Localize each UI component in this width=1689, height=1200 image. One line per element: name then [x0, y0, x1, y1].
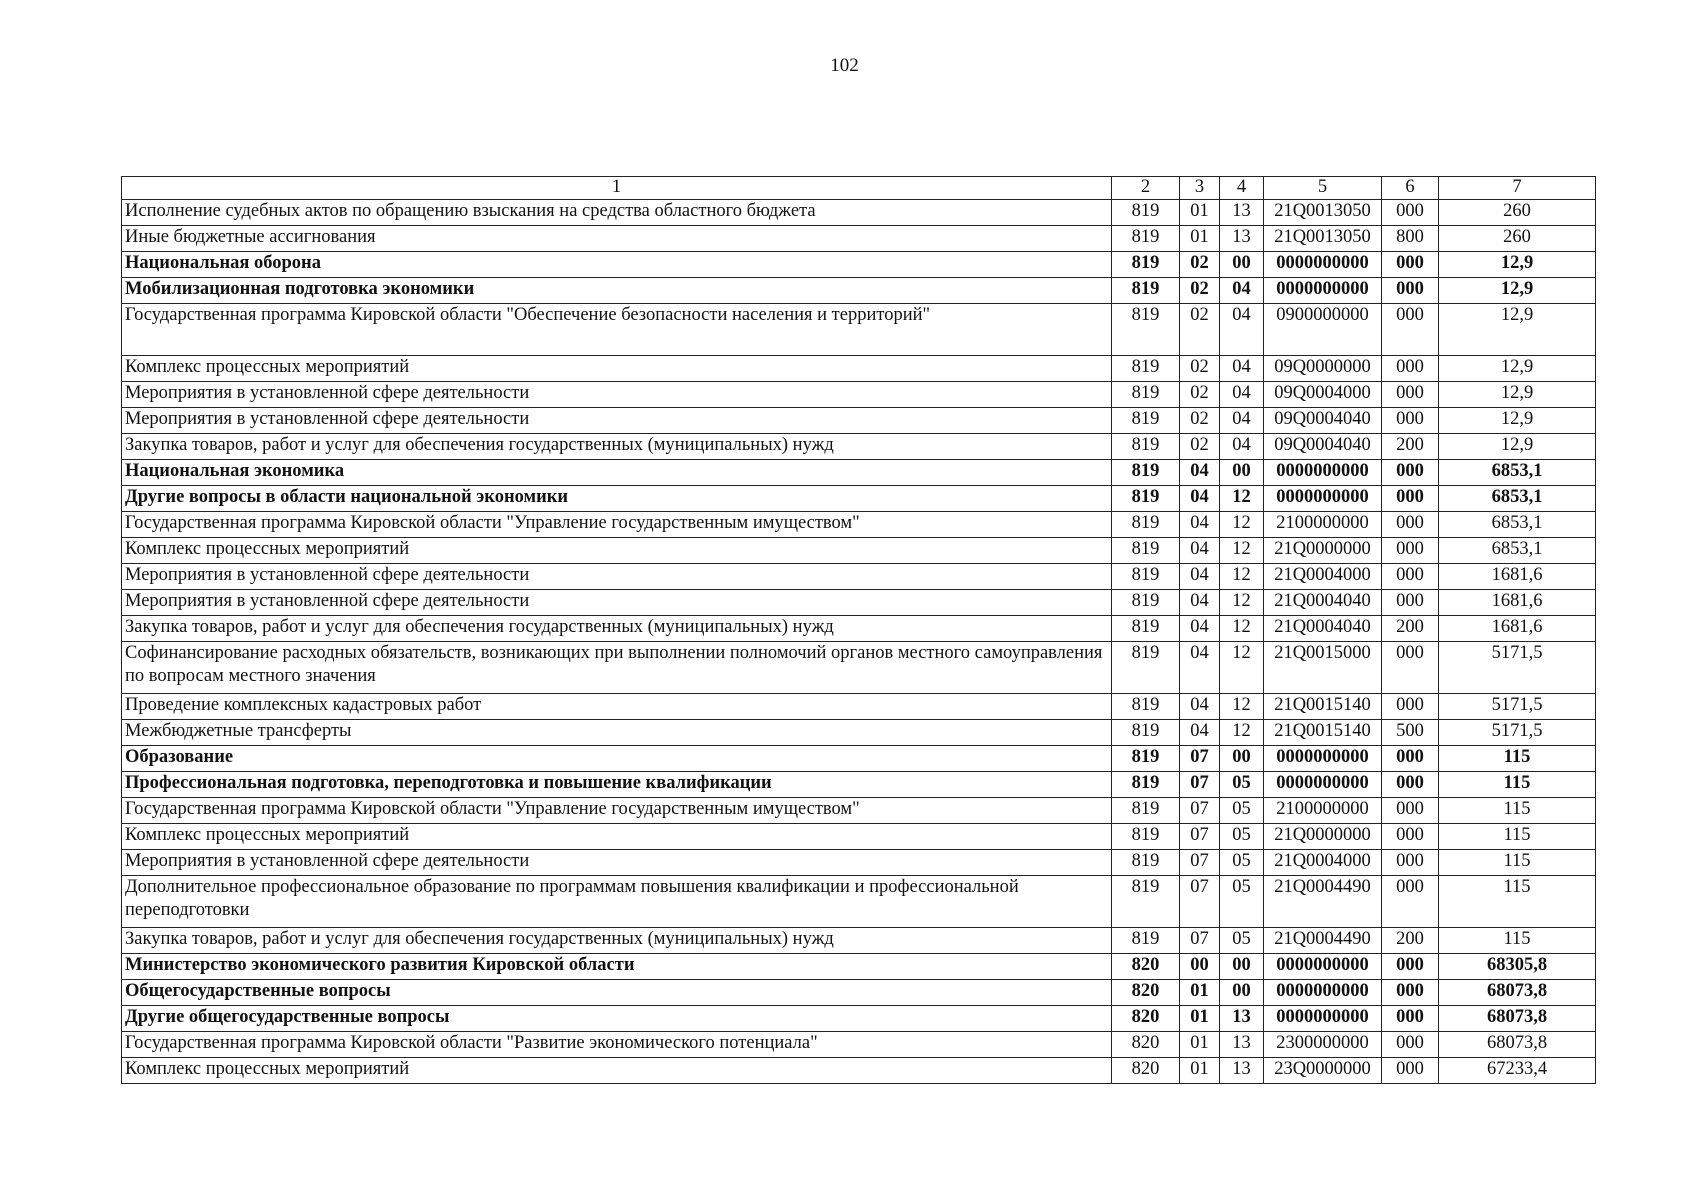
table-row [122, 798, 1596, 824]
subsection-code-cell: 13 [1220, 226, 1264, 252]
table-row [122, 980, 1596, 1006]
amount-cell: 6853,1 [1439, 512, 1596, 538]
subsection-code-cell: 13 [1220, 200, 1264, 226]
target-article-cell: 09Q0004000 [1264, 382, 1382, 408]
table-row [122, 746, 1596, 772]
expense-type-cell: 000 [1382, 798, 1439, 824]
row-name-cell: Государственная программа Кировской области "Управление государственным имуществом" [122, 512, 1112, 538]
expense-type-cell: 200 [1382, 434, 1439, 460]
column-header-amount: 7 [1439, 177, 1596, 200]
subsection-code-cell: 12 [1220, 590, 1264, 616]
table-row [122, 1032, 1596, 1058]
amount-cell: 115 [1439, 746, 1596, 772]
amount-cell: 12,9 [1439, 304, 1596, 356]
table-row [122, 876, 1596, 928]
expense-type-cell: 000 [1382, 200, 1439, 226]
ministry-code-cell: 819 [1112, 512, 1180, 538]
amount-cell: 1681,6 [1439, 564, 1596, 590]
page-number: 102 [830, 55, 859, 76]
subsection-code-cell: 00 [1220, 746, 1264, 772]
expense-type-cell: 000 [1382, 980, 1439, 1006]
table-row [122, 694, 1596, 720]
expense-type-cell: 000 [1382, 1032, 1439, 1058]
ministry-code-cell: 819 [1112, 824, 1180, 850]
table-row [122, 772, 1596, 798]
subsection-code-cell: 04 [1220, 356, 1264, 382]
subsection-code-cell: 12 [1220, 694, 1264, 720]
target-article-cell: 21Q0000000 [1264, 538, 1382, 564]
section-code-cell: 01 [1180, 1006, 1220, 1032]
amount-cell: 6853,1 [1439, 486, 1596, 512]
ministry-code-cell: 819 [1112, 226, 1180, 252]
header-row [122, 177, 1596, 200]
row-name-cell: Национальная экономика [122, 460, 1112, 486]
column-header-expense-type: 6 [1382, 177, 1439, 200]
budget-table [121, 176, 1596, 1084]
amount-cell: 67233,4 [1439, 1058, 1596, 1084]
amount-cell: 115 [1439, 824, 1596, 850]
target-article-cell: 21Q0004490 [1264, 928, 1382, 954]
subsection-code-cell: 12 [1220, 538, 1264, 564]
ministry-code-cell: 820 [1112, 954, 1180, 980]
section-code-cell: 02 [1180, 278, 1220, 304]
table-row [122, 226, 1596, 252]
expense-type-cell: 000 [1382, 512, 1439, 538]
row-name-cell: Государственная программа Кировской области "Обеспечение безопасности населения и территорий" [122, 304, 1112, 356]
row-name-cell: Мобилизационная подготовка экономики [122, 278, 1112, 304]
section-code-cell: 04 [1180, 564, 1220, 590]
subsection-code-cell: 05 [1220, 850, 1264, 876]
row-name-cell: Национальная оборона [122, 252, 1112, 278]
ministry-code-cell: 819 [1112, 694, 1180, 720]
expense-type-cell: 800 [1382, 226, 1439, 252]
section-code-cell: 07 [1180, 850, 1220, 876]
section-code-cell: 04 [1180, 460, 1220, 486]
section-code-cell: 04 [1180, 512, 1220, 538]
row-name-cell: Комплекс процессных мероприятий [122, 538, 1112, 564]
row-name-cell: Мероприятия в установленной сфере деятельности [122, 850, 1112, 876]
table-row [122, 642, 1596, 694]
ministry-code-cell: 819 [1112, 304, 1180, 356]
table-row [122, 590, 1596, 616]
expense-type-cell: 000 [1382, 590, 1439, 616]
ministry-code-cell: 819 [1112, 538, 1180, 564]
expense-type-cell: 200 [1382, 616, 1439, 642]
section-code-cell: 02 [1180, 304, 1220, 356]
section-code-cell: 01 [1180, 200, 1220, 226]
section-code-cell: 02 [1180, 252, 1220, 278]
target-article-cell: 0000000000 [1264, 746, 1382, 772]
target-article-cell: 0000000000 [1264, 252, 1382, 278]
expense-type-cell: 000 [1382, 408, 1439, 434]
row-name-cell: Министерство экономического развития Кировской области [122, 954, 1112, 980]
row-name-cell: Мероприятия в установленной сфере деятельности [122, 382, 1112, 408]
ministry-code-cell: 819 [1112, 278, 1180, 304]
section-code-cell: 04 [1180, 616, 1220, 642]
row-name-cell: Государственная программа Кировской области "Управление государственным имуществом" [122, 798, 1112, 824]
target-article-cell: 0000000000 [1264, 980, 1382, 1006]
row-name-cell: Исполнение судебных актов по обращению взыскания на средства областного бюджета [122, 200, 1112, 226]
subsection-code-cell: 13 [1220, 1032, 1264, 1058]
amount-cell: 5171,5 [1439, 720, 1596, 746]
ministry-code-cell: 819 [1112, 434, 1180, 460]
subsection-code-cell: 04 [1220, 434, 1264, 460]
amount-cell: 12,9 [1439, 252, 1596, 278]
section-code-cell: 07 [1180, 928, 1220, 954]
ministry-code-cell: 819 [1112, 356, 1180, 382]
table-row [122, 538, 1596, 564]
row-name-cell: Комплекс процессных мероприятий [122, 1058, 1112, 1084]
amount-cell: 260 [1439, 226, 1596, 252]
table-row [122, 200, 1596, 226]
target-article-cell: 21Q0015000 [1264, 642, 1382, 694]
subsection-code-cell: 00 [1220, 252, 1264, 278]
section-code-cell: 07 [1180, 746, 1220, 772]
amount-cell: 115 [1439, 928, 1596, 954]
target-article-cell: 0000000000 [1264, 486, 1382, 512]
subsection-code-cell: 04 [1220, 408, 1264, 434]
amount-cell: 12,9 [1439, 434, 1596, 460]
expense-type-cell: 000 [1382, 1006, 1439, 1032]
target-article-cell: 21Q0004040 [1264, 616, 1382, 642]
row-name-cell: Общегосударственные вопросы [122, 980, 1112, 1006]
section-code-cell: 07 [1180, 798, 1220, 824]
table-row [122, 408, 1596, 434]
section-code-cell: 02 [1180, 434, 1220, 460]
target-article-cell: 21Q0004040 [1264, 590, 1382, 616]
ministry-code-cell: 819 [1112, 642, 1180, 694]
subsection-code-cell: 00 [1220, 954, 1264, 980]
expense-type-cell: 000 [1382, 460, 1439, 486]
expense-type-cell: 000 [1382, 304, 1439, 356]
ministry-code-cell: 819 [1112, 460, 1180, 486]
expense-type-cell: 500 [1382, 720, 1439, 746]
row-name-cell: Мероприятия в установленной сфере деятельности [122, 564, 1112, 590]
ministry-code-cell: 819 [1112, 564, 1180, 590]
amount-cell: 6853,1 [1439, 460, 1596, 486]
ministry-code-cell: 819 [1112, 720, 1180, 746]
section-code-cell: 07 [1180, 772, 1220, 798]
row-name-cell: Закупка товаров, работ и услуг для обеспечения государственных (муниципальных) нужд [122, 616, 1112, 642]
row-name-cell: Закупка товаров, работ и услуг для обеспечения государственных (муниципальных) нужд [122, 928, 1112, 954]
expense-type-cell: 000 [1382, 356, 1439, 382]
ministry-code-cell: 820 [1112, 1032, 1180, 1058]
row-name-cell: Другие общегосударственные вопросы [122, 1006, 1112, 1032]
amount-cell: 1681,6 [1439, 616, 1596, 642]
section-code-cell: 04 [1180, 590, 1220, 616]
section-code-cell: 04 [1180, 642, 1220, 694]
section-code-cell: 01 [1180, 1032, 1220, 1058]
ministry-code-cell: 819 [1112, 616, 1180, 642]
section-code-cell: 04 [1180, 538, 1220, 564]
target-article-cell: 09Q0004040 [1264, 434, 1382, 460]
column-header-target-article: 5 [1264, 177, 1382, 200]
row-name-cell: Проведение комплексных кадастровых работ [122, 694, 1112, 720]
target-article-cell: 21Q0004000 [1264, 850, 1382, 876]
subsection-code-cell: 12 [1220, 616, 1264, 642]
row-name-cell: Иные бюджетные ассигнования [122, 226, 1112, 252]
section-code-cell: 01 [1180, 226, 1220, 252]
table-row [122, 460, 1596, 486]
amount-cell: 5171,5 [1439, 694, 1596, 720]
target-article-cell: 0000000000 [1264, 278, 1382, 304]
ministry-code-cell: 819 [1112, 850, 1180, 876]
subsection-code-cell: 00 [1220, 980, 1264, 1006]
target-article-cell: 09Q0004040 [1264, 408, 1382, 434]
section-code-cell: 04 [1180, 694, 1220, 720]
subsection-code-cell: 05 [1220, 876, 1264, 928]
amount-cell: 115 [1439, 850, 1596, 876]
expense-type-cell: 000 [1382, 382, 1439, 408]
row-name-cell: Софинансирование расходных обязательств, возникающих при выполнении полномочий органов местного самоуправления по вопросам местного значения [122, 642, 1112, 694]
amount-cell: 115 [1439, 798, 1596, 824]
table-row [122, 434, 1596, 460]
section-code-cell: 02 [1180, 356, 1220, 382]
table-row [122, 824, 1596, 850]
row-name-cell: Комплекс процессных мероприятий [122, 356, 1112, 382]
section-code-cell: 07 [1180, 876, 1220, 928]
table-row [122, 720, 1596, 746]
ministry-code-cell: 819 [1112, 928, 1180, 954]
ministry-code-cell: 820 [1112, 1058, 1180, 1084]
subsection-code-cell: 05 [1220, 824, 1264, 850]
table-row [122, 850, 1596, 876]
subsection-code-cell: 05 [1220, 928, 1264, 954]
target-article-cell: 21Q0015140 [1264, 720, 1382, 746]
row-name-cell: Дополнительное профессиональное образование по программам повышения квалификации и профессиональной переподготовки [122, 876, 1112, 928]
section-code-cell: 04 [1180, 720, 1220, 746]
target-article-cell: 0000000000 [1264, 954, 1382, 980]
expense-type-cell: 000 [1382, 824, 1439, 850]
row-name-cell: Профессиональная подготовка, переподготовка и повышение квалификации [122, 772, 1112, 798]
amount-cell: 12,9 [1439, 356, 1596, 382]
table-row [122, 616, 1596, 642]
subsection-code-cell: 00 [1220, 460, 1264, 486]
row-name-cell: Другие вопросы в области национальной экономики [122, 486, 1112, 512]
subsection-code-cell: 04 [1220, 382, 1264, 408]
subsection-code-cell: 13 [1220, 1006, 1264, 1032]
ministry-code-cell: 819 [1112, 798, 1180, 824]
amount-cell: 115 [1439, 772, 1596, 798]
ministry-code-cell: 819 [1112, 408, 1180, 434]
column-header-name: 1 [122, 177, 1112, 200]
table-row [122, 928, 1596, 954]
subsection-code-cell: 04 [1220, 278, 1264, 304]
target-article-cell: 0000000000 [1264, 772, 1382, 798]
section-code-cell: 02 [1180, 382, 1220, 408]
row-name-cell: Образование [122, 746, 1112, 772]
expense-type-cell: 000 [1382, 876, 1439, 928]
amount-cell: 68073,8 [1439, 1032, 1596, 1058]
target-article-cell: 0900000000 [1264, 304, 1382, 356]
section-code-cell: 04 [1180, 486, 1220, 512]
expense-type-cell: 000 [1382, 486, 1439, 512]
target-article-cell: 21Q0004000 [1264, 564, 1382, 590]
target-article-cell: 23Q0000000 [1264, 1058, 1382, 1084]
ministry-code-cell: 819 [1112, 876, 1180, 928]
row-name-cell: Комплекс процессных мероприятий [122, 824, 1112, 850]
row-name-cell: Мероприятия в установленной сфере деятельности [122, 408, 1112, 434]
expense-type-cell: 000 [1382, 642, 1439, 694]
target-article-cell: 21Q0013050 [1264, 200, 1382, 226]
expense-type-cell: 000 [1382, 746, 1439, 772]
table-row [122, 1006, 1596, 1032]
row-name-cell: Закупка товаров, работ и услуг для обеспечения государственных (муниципальных) нужд [122, 434, 1112, 460]
ministry-code-cell: 820 [1112, 980, 1180, 1006]
ministry-code-cell: 819 [1112, 772, 1180, 798]
expense-type-cell: 000 [1382, 278, 1439, 304]
ministry-code-cell: 819 [1112, 252, 1180, 278]
target-article-cell: 21Q0000000 [1264, 824, 1382, 850]
section-code-cell: 01 [1180, 980, 1220, 1006]
row-name-cell: Мероприятия в установленной сфере деятельности [122, 590, 1112, 616]
table-row [122, 1058, 1596, 1084]
expense-type-cell: 000 [1382, 772, 1439, 798]
expense-type-cell: 200 [1382, 928, 1439, 954]
target-article-cell: 0000000000 [1264, 460, 1382, 486]
expense-type-cell: 000 [1382, 1058, 1439, 1084]
target-article-cell: 21Q0013050 [1264, 226, 1382, 252]
row-name-cell: Государственная программа Кировской области "Развитие экономического потенциала" [122, 1032, 1112, 1058]
expense-type-cell: 000 [1382, 850, 1439, 876]
amount-cell: 115 [1439, 876, 1596, 928]
subsection-code-cell: 12 [1220, 642, 1264, 694]
table-row [122, 954, 1596, 980]
subsection-code-cell: 05 [1220, 772, 1264, 798]
table-row [122, 252, 1596, 278]
subsection-code-cell: 12 [1220, 720, 1264, 746]
column-header-section: 3 [1180, 177, 1220, 200]
column-header-subsection: 4 [1220, 177, 1264, 200]
amount-cell: 12,9 [1439, 382, 1596, 408]
column-header-ministry: 2 [1112, 177, 1180, 200]
subsection-code-cell: 12 [1220, 512, 1264, 538]
ministry-code-cell: 820 [1112, 1006, 1180, 1032]
amount-cell: 6853,1 [1439, 538, 1596, 564]
amount-cell: 260 [1439, 200, 1596, 226]
ministry-code-cell: 819 [1112, 382, 1180, 408]
target-article-cell: 2100000000 [1264, 512, 1382, 538]
amount-cell: 12,9 [1439, 278, 1596, 304]
subsection-code-cell: 13 [1220, 1058, 1264, 1084]
table-row [122, 382, 1596, 408]
ministry-code-cell: 819 [1112, 200, 1180, 226]
table-row [122, 278, 1596, 304]
subsection-code-cell: 04 [1220, 304, 1264, 356]
table-row [122, 304, 1596, 356]
amount-cell: 12,9 [1439, 408, 1596, 434]
target-article-cell: 2100000000 [1264, 798, 1382, 824]
table-row [122, 486, 1596, 512]
amount-cell: 68305,8 [1439, 954, 1596, 980]
amount-cell: 1681,6 [1439, 590, 1596, 616]
expense-type-cell: 000 [1382, 694, 1439, 720]
row-name-cell: Межбюджетные трансферты [122, 720, 1112, 746]
table-row [122, 564, 1596, 590]
section-code-cell: 00 [1180, 954, 1220, 980]
amount-cell: 5171,5 [1439, 642, 1596, 694]
expense-type-cell: 000 [1382, 954, 1439, 980]
subsection-code-cell: 12 [1220, 564, 1264, 590]
subsection-code-cell: 05 [1220, 798, 1264, 824]
table-row [122, 356, 1596, 382]
target-article-cell: 21Q0015140 [1264, 694, 1382, 720]
amount-cell: 68073,8 [1439, 980, 1596, 1006]
section-code-cell: 01 [1180, 1058, 1220, 1084]
ministry-code-cell: 819 [1112, 590, 1180, 616]
ministry-code-cell: 819 [1112, 746, 1180, 772]
section-code-cell: 02 [1180, 408, 1220, 434]
ministry-code-cell: 819 [1112, 486, 1180, 512]
table-row [122, 512, 1596, 538]
expense-type-cell: 000 [1382, 538, 1439, 564]
target-article-cell: 2300000000 [1264, 1032, 1382, 1058]
subsection-code-cell: 12 [1220, 486, 1264, 512]
expense-type-cell: 000 [1382, 252, 1439, 278]
table-body [122, 200, 1596, 1084]
expense-type-cell: 000 [1382, 564, 1439, 590]
amount-cell: 68073,8 [1439, 1006, 1596, 1032]
target-article-cell: 0000000000 [1264, 1006, 1382, 1032]
section-code-cell: 07 [1180, 824, 1220, 850]
target-article-cell: 09Q0000000 [1264, 356, 1382, 382]
target-article-cell: 21Q0004490 [1264, 876, 1382, 928]
